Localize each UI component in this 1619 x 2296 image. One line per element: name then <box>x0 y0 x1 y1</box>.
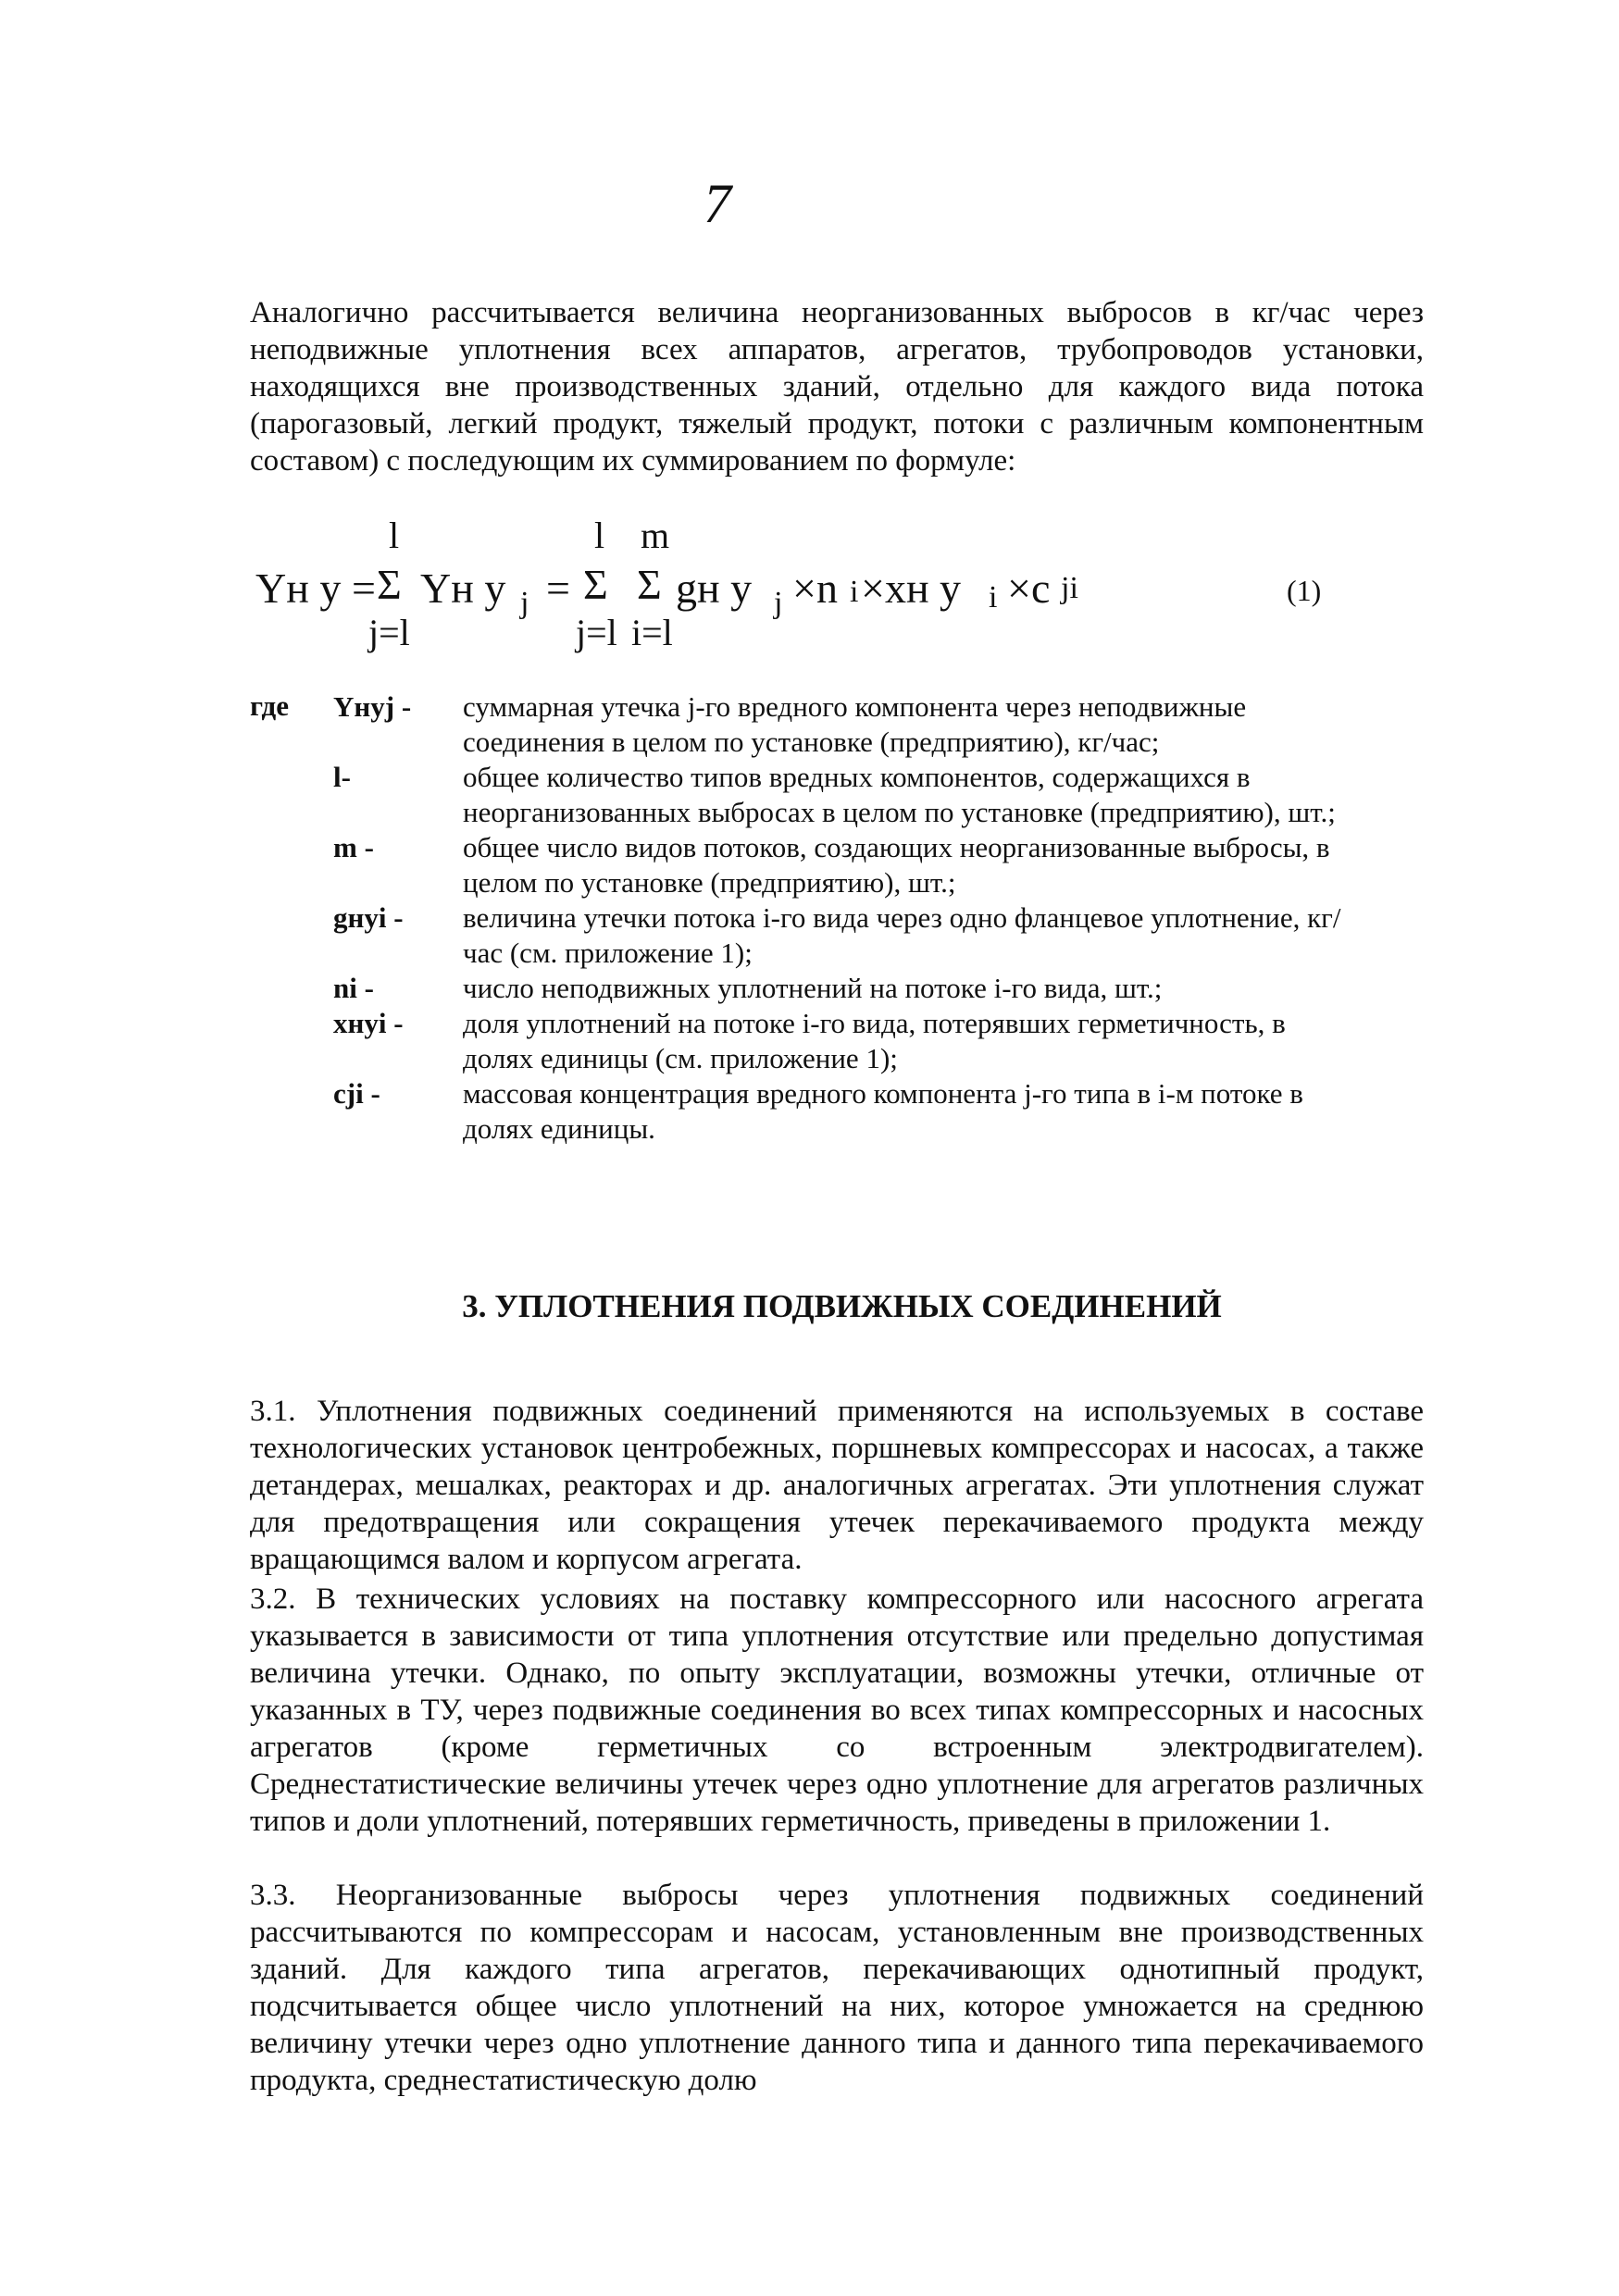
formula-mult-c-sub: ji <box>1061 571 1078 605</box>
intro-paragraph: Аналогично рассчитывается величина неорганизованных выбросов в кг/час через неподвижные уплотнения всех аппаратов, агрегатов, трубопроводов установки, находящихся вне производственных зданий, отдельно для каждого вида потока (парогазовый, легкий продукт, тяжелый продукт, потоки с различным компонентным составом) с последующим их суммированием по формуле: <box>250 296 1424 478</box>
page-number: 7 <box>704 173 731 234</box>
definition-item <box>250 900 1453 971</box>
definition-symbol: l- <box>333 761 351 793</box>
formula-equals-1: = <box>352 565 376 612</box>
sum2-sigma: Σ <box>583 561 608 608</box>
definition-text: число неподвижных уплотнений на потоке i-го вида, шт.; <box>463 972 1163 1004</box>
definition-item <box>250 1076 1453 1147</box>
sum1-upper: l <box>389 515 400 556</box>
section-heading: 3. УПЛОТНЕНИЯ ПОДВИЖНЫХ СОЕДИНЕНИЙ <box>462 1288 1222 1324</box>
definition-symbol: cji - <box>333 1077 380 1110</box>
definition-item <box>250 689 1453 760</box>
formula-term2-sub: j <box>774 586 783 620</box>
definition-text: доля уплотнений на потоке i-го вида, потерявших герметичность, в долях единицы (см. приложение 1); <box>463 1007 1286 1074</box>
formula-equals-2: = <box>546 565 570 612</box>
definition-symbol: gнуi - <box>333 901 404 934</box>
formula-lhs: Yн у <box>255 565 342 612</box>
definition-symbol: m - <box>333 831 374 863</box>
paragraph-3-3: 3.3. Неорганизованные выбросы через уплотнения подвижных соединений рассчитываются по компрессорам и насосам, установленным вне производственных зданий. Для каждого типа агрегатов, перекачивающих однотипный продукт, подсчитывается общее число уплотнений на них, которое умножается на среднюю величину утечки через одно уплотнение данного типа и данного типа перекачиваемого продукта, среднестатистическую долю <box>250 1879 1424 2097</box>
definition-text: общее число видов потоков, создающих неорганизованные выбросы, в целом по установке (предприятию), шт.; <box>463 831 1330 899</box>
sum2-upper: l <box>594 515 605 556</box>
definition-text: величина утечки потока i-го вида через одно фланцевое уплотнение, кг/час (см. приложение 1); <box>463 901 1341 969</box>
formula-mult-x: ×xн y <box>861 565 962 612</box>
definition-text: суммарная утечка j-го вредного компонента через неподвижные соединения в целом по установке (предприятию), кг/час; <box>463 690 1247 758</box>
formula-mult-x-sub: i <box>989 580 998 614</box>
sum1-sigma: Σ <box>377 561 402 608</box>
formula-number: (1) <box>1287 574 1322 607</box>
definition-text: общее количество типов вредных компонентов, содержащихся в неорганизованных выбросах в целом по установке (предприятию), шт.; <box>463 761 1336 828</box>
definition-item <box>250 1006 1453 1076</box>
formula-term1-sub: j <box>520 586 529 620</box>
formula-mult-n-sub: i <box>850 575 859 609</box>
formula-mult-c: ×c <box>1007 565 1051 612</box>
definition-item <box>250 760 1453 830</box>
definition-symbol: Yнуj - <box>333 690 412 723</box>
formula-term2: gн y <box>676 565 753 612</box>
formula-1 <box>250 515 1453 662</box>
paragraph-3-1: 3.1. Уплотнения подвижных соединений применяются на используемых в составе технологических установок центробежных, поршневых компрессорах и насосах, а также детандерах, мешалках, реакторах и др. аналогичных агрегатах. Эти уплотнения служат для предотвращения или сокращения утечек перекачиваемого продукта между вращающимся валом и корпусом агрегата. <box>250 1395 1424 1576</box>
where-label: где <box>250 689 289 722</box>
paragraph-3-2: 3.2. В технических условиях на поставку компрессорного или насосного агрегата указывается в зависимости от типа уплотнения отсутствие или предельно допустимая величина утечки. Однако, по опыту эксплуатации, возможны утечки, отличные от указанных в ТУ, через подвижные соединения во всех типах компрессорных и насосных агрегатов (кроме герметичных со встроенным электродвигателем). Среднестатистические величины утечек через одно уплотнение для агрегатов различных типов и доли уплотнений, потерявших герметичность, приведены в приложении 1. <box>250 1582 1424 1838</box>
definition-text: массовая концентрация вредного компонента j-го типа в i-м потоке в долях единицы. <box>463 1077 1303 1145</box>
sum3-sigma: Σ <box>637 561 662 608</box>
definition-symbol: xнуi - <box>333 1007 404 1039</box>
formula-term1: Yн y <box>420 565 506 612</box>
definition-symbol: ni - <box>333 972 374 1004</box>
formula-mult-n: ×n <box>792 565 838 612</box>
sum3-upper: m <box>641 515 670 556</box>
sum1-lower: j=l <box>368 612 410 653</box>
definition-item <box>250 971 1453 1006</box>
definition-item <box>250 830 1453 900</box>
sum3-lower: i=l <box>631 612 673 653</box>
sum2-lower: j=l <box>576 612 617 653</box>
definitions-list <box>250 689 1453 1147</box>
